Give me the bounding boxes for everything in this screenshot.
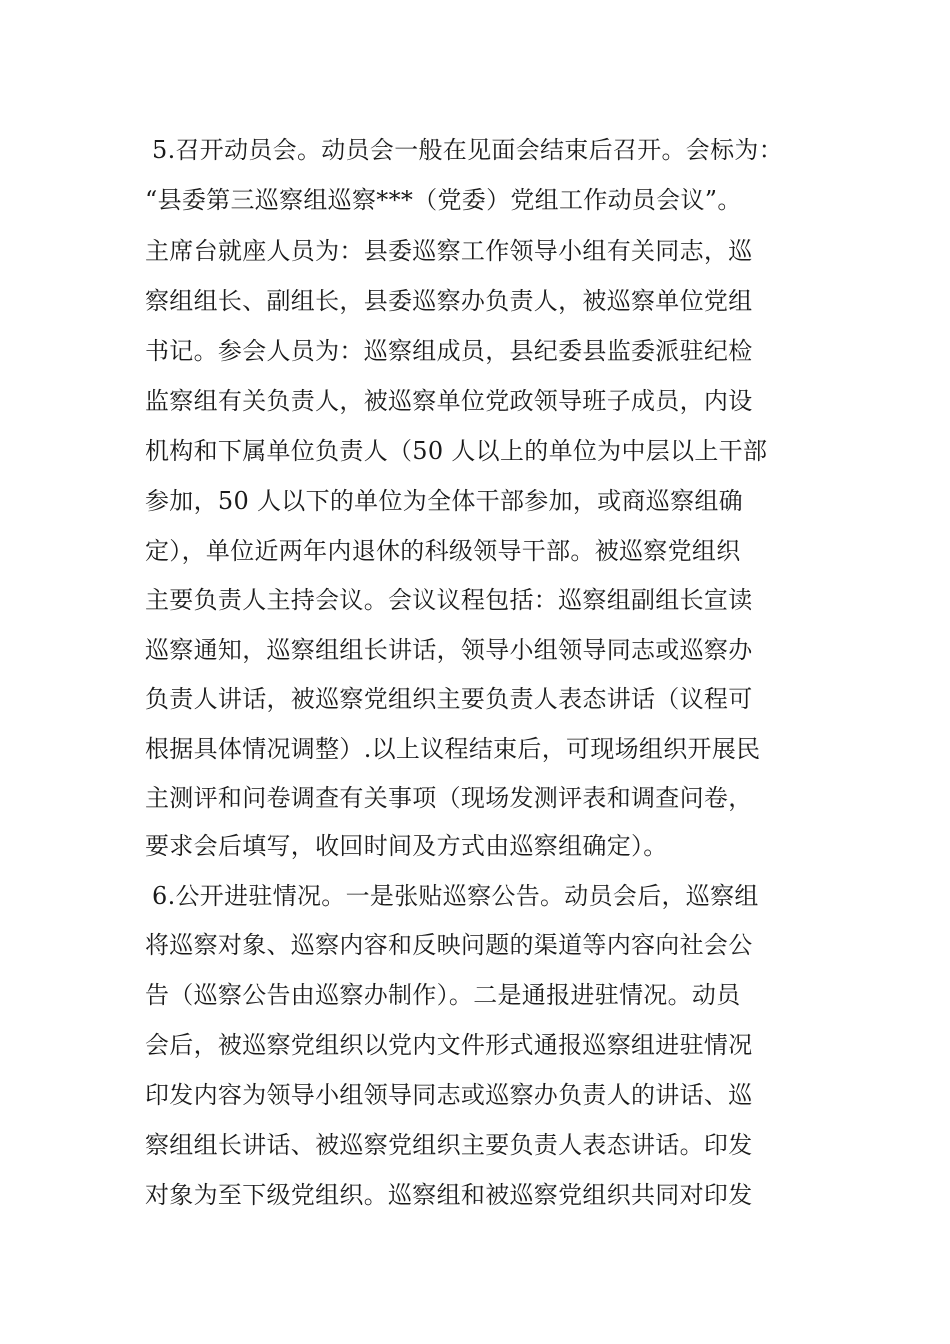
- paragraph-5-line-10: 主要负责人主持会议。会议议程包括：巡察组副组长宣读: [145, 586, 753, 614]
- paragraph-6-line-5: 印发内容为领导小组领导同志或巡察办负责人的讲话、巡: [145, 1081, 753, 1109]
- paragraph-5-line-13: 根据具体情况调整）.以上议程结束后，可现场组织开展民: [145, 735, 761, 763]
- paragraph-5-line-6: 监察组有关负责人，被巡察单位党政领导班子成员，内设: [145, 387, 753, 415]
- paragraph-5-line-2: “县委第三巡察组巡察***（党委）党组工作动员会议”。: [145, 186, 742, 214]
- paragraph-6-line-1: 6.公开进驻情况。一是张贴巡察公告。动员会后，巡察组: [152, 882, 759, 910]
- paragraph-5-line-11: 巡察通知，巡察组组长讲话，领导小组领导同志或巡察办: [145, 636, 753, 664]
- paragraph-5-line-12: 负责人讲话，被巡察党组织主要负责人表态讲话（议程可: [145, 685, 753, 713]
- paragraph-5-line-8: 参加，50 人以下的单位为全体干部参加，或商巡察组确: [145, 487, 743, 515]
- paragraph-6-line-6: 察组组长讲话、被巡察党组织主要负责人表态讲话。印发: [145, 1131, 753, 1159]
- paragraph-5-line-4: 察组组长、副组长，县委巡察办负责人，被巡察单位党组: [145, 287, 753, 315]
- paragraph-6-line-7: 对象为至下级党组织。巡察组和被巡察党组织共同对印发: [145, 1181, 753, 1209]
- paragraph-5-line-3: 主席台就座人员为：县委巡察工作领导小组有关同志，巡: [145, 237, 753, 265]
- paragraph-5-line-1: 5.召开动员会。动员会一般在见面会结束后召开。会标为：: [152, 136, 783, 164]
- paragraph-5-line-9: 定），单位近两年内退休的科级领导干部。被巡察党组织: [145, 537, 741, 565]
- paragraph-6-line-4: 会后，被巡察党组织以党内文件形式通报巡察组进驻情况: [145, 1031, 753, 1059]
- paragraph-5-line-7: 机构和下属单位负责人（50 人以上的单位为中层以上干部: [145, 437, 768, 465]
- paragraph-6-line-2: 将巡察对象、巡察内容和反映问题的渠道等内容向社会公: [145, 931, 753, 959]
- paragraph-5-line-14: 主测评和问卷调查有关事项（现场发测评表和调查问卷，: [145, 784, 753, 812]
- paragraph-6-line-3: 告（巡察公告由巡察办制作）。二是通报进驻情况。动员: [145, 981, 741, 1009]
- paragraph-5-line-5: 书记。参会人员为：巡察组成员，县纪委县监委派驻纪检: [145, 337, 753, 365]
- paragraph-5-line-15: 要求会后填写，收回时间及方式由巡察组确定）。: [145, 832, 668, 860]
